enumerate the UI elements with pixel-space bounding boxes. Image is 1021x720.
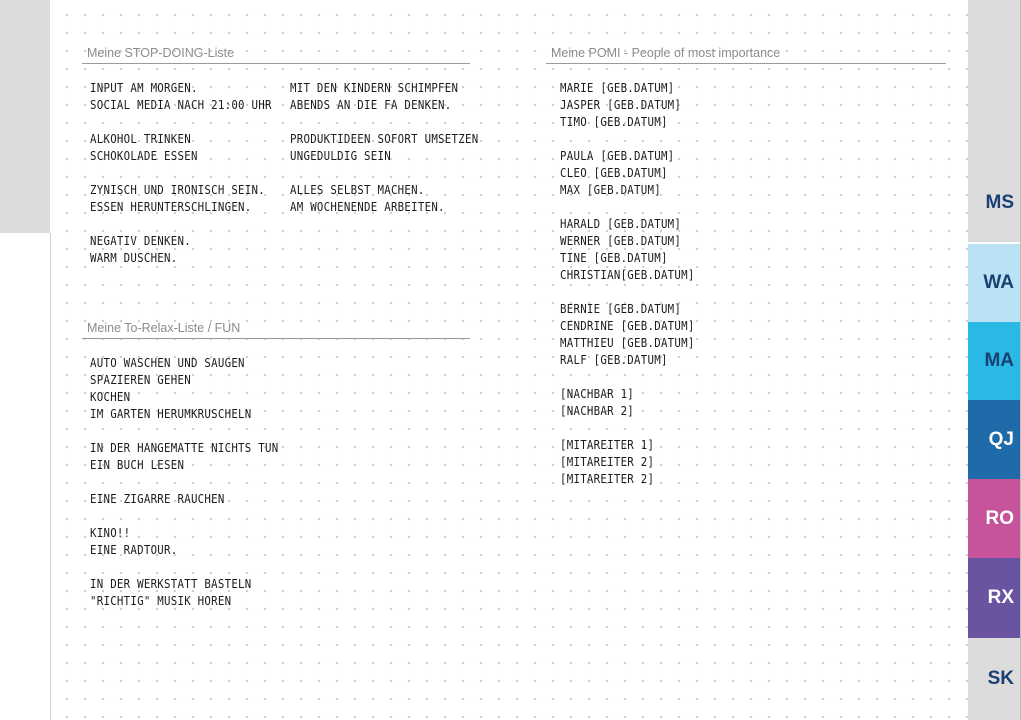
stop-doing-item [90, 164, 272, 181]
relax-item: IN DER HANGEMATTE NICHTS TUN [90, 440, 279, 455]
pomi-item: MARIE [GEB.DATUM] [560, 80, 675, 95]
pomi-item: TIMO [GEB.DATUM] [560, 114, 668, 129]
left-page-strip [0, 0, 50, 233]
relax-item: EINE RADTOUR. [90, 542, 178, 557]
stop-doing-item: PRODUKTIDEEN SOFORT UMSETZEN [290, 131, 479, 146]
relax-item: EIN BUCH LESEN [90, 457, 185, 472]
stop-doing-item [90, 215, 272, 232]
stop-doing-item: SCHOKOLADE ESSEN [90, 148, 198, 163]
relax-item: "RICHTIG" MUSIK HOREN [90, 593, 232, 608]
relax-item: SPAZIEREN GEHEN [90, 372, 191, 387]
pomi-item: BERNIE [GEB.DATUM] [560, 301, 682, 316]
tab-ma[interactable]: MA [968, 322, 1020, 400]
stop-doing-item [90, 113, 272, 130]
relax-item: KINO!! [90, 525, 131, 540]
stop-doing-item: NEGATIV DENKEN. [90, 233, 191, 248]
dotted-planner-page [52, 0, 970, 720]
stop-doing-item: WARM DUSCHEN. [90, 250, 178, 265]
relax-item [90, 558, 278, 575]
stop-doing-item: SOCIAL MEDIA NACH 21:00 UHR [90, 97, 272, 112]
stop-doing-item: ABENDS AN DIE FA DENKEN. [290, 97, 452, 112]
tab-qj[interactable]: QJ [968, 400, 1020, 479]
pomi-item: [NACHBAR 1] [560, 386, 635, 401]
stop-doing-item: ZYNISCH UND IRONISCH SEIN. [90, 182, 265, 197]
relax-list [90, 354, 278, 609]
relax-item: IM GARTEN HERUMKRUSCHELN [90, 406, 252, 421]
stop-doing-item: ESSEN HERUNTERSCHLINGEN. [90, 199, 252, 214]
pomi-item [560, 283, 695, 300]
stop-doing-item: MIT DEN KINDERN SCHIMPFEN [290, 80, 459, 95]
stop-doing-list-left [90, 79, 272, 266]
pomi-item [560, 419, 695, 436]
relax-item: IN DER WERKSTATT BASTELN [90, 576, 252, 591]
relax-title: Meine To-Relax-Liste / FUN [87, 321, 241, 335]
pomi-item: WERNER [GEB.DATUM] [560, 233, 682, 248]
stop-doing-item: ALLES SELBST MACHEN. [290, 182, 425, 197]
pomi-item: PAULA [GEB.DATUM] [560, 148, 675, 163]
relax-item [90, 422, 278, 439]
tab-wa[interactable]: WA [968, 244, 1020, 322]
pomi-item: CHRISTIAN[GEB.DATUM] [560, 267, 695, 282]
pomi-item: [NACHBAR 2] [560, 403, 635, 418]
pomi-item: HARALD [GEB.DATUM] [560, 216, 682, 231]
tab-rx[interactable]: RX [968, 558, 1020, 638]
pomi-item [560, 198, 695, 215]
stop-doing-item [290, 113, 478, 130]
stop-doing-item: ALKOHOL TRINKEN [90, 131, 191, 146]
stop-doing-item [290, 164, 478, 181]
tab-ro[interactable]: RO [968, 479, 1020, 558]
pomi-item: [MITAREITER 2] [560, 471, 655, 486]
pomi-item: TINE [GEB.DATUM] [560, 250, 668, 265]
pomi-item [560, 368, 695, 385]
tab-area-top [968, 0, 1020, 163]
pomi-item: CLEO [GEB.DATUM] [560, 165, 668, 180]
pomi-item: [MITAREITER 1] [560, 437, 655, 452]
stop-doing-list-right [290, 79, 478, 215]
relax-rule [82, 338, 470, 339]
pomi-item: JASPER [GEB.DATUM] [560, 97, 682, 112]
relax-item [90, 507, 278, 524]
pomi-item: RALF [GEB.DATUM] [560, 352, 668, 367]
stop-doing-item: INPUT AM MORGEN. [90, 80, 198, 95]
stop-doing-title: Meine STOP-DOING-Liste [87, 46, 235, 60]
pomi-item: MAX [GEB.DATUM] [560, 182, 661, 197]
pomi-item: MATTHIEU [GEB.DATUM] [560, 335, 695, 350]
pomi-list [560, 79, 695, 487]
stop-doing-item: AM WOCHENENDE ARBEITEN. [290, 199, 445, 214]
stop-doing-item: UNGEDULDIG SEIN [290, 148, 391, 163]
stop-doing-rule [82, 63, 470, 64]
relax-item: AUTO WASCHEN UND SAUGEN [90, 355, 245, 370]
tab-ms[interactable]: MS [968, 163, 1020, 242]
pomi-item [560, 130, 695, 147]
left-page-edge [50, 233, 51, 720]
pomi-item: [MITAREITER 2] [560, 454, 655, 469]
pomi-title: Meine POMI - People of most importance [551, 46, 781, 60]
relax-item [90, 473, 278, 490]
tab-sk[interactable]: SK [968, 638, 1020, 720]
pomi-rule [546, 63, 946, 64]
relax-item: KOCHEN [90, 389, 131, 404]
relax-item: EINE ZIGARRE RAUCHEN [90, 491, 225, 506]
pomi-item: CENDRINE [GEB.DATUM] [560, 318, 695, 333]
